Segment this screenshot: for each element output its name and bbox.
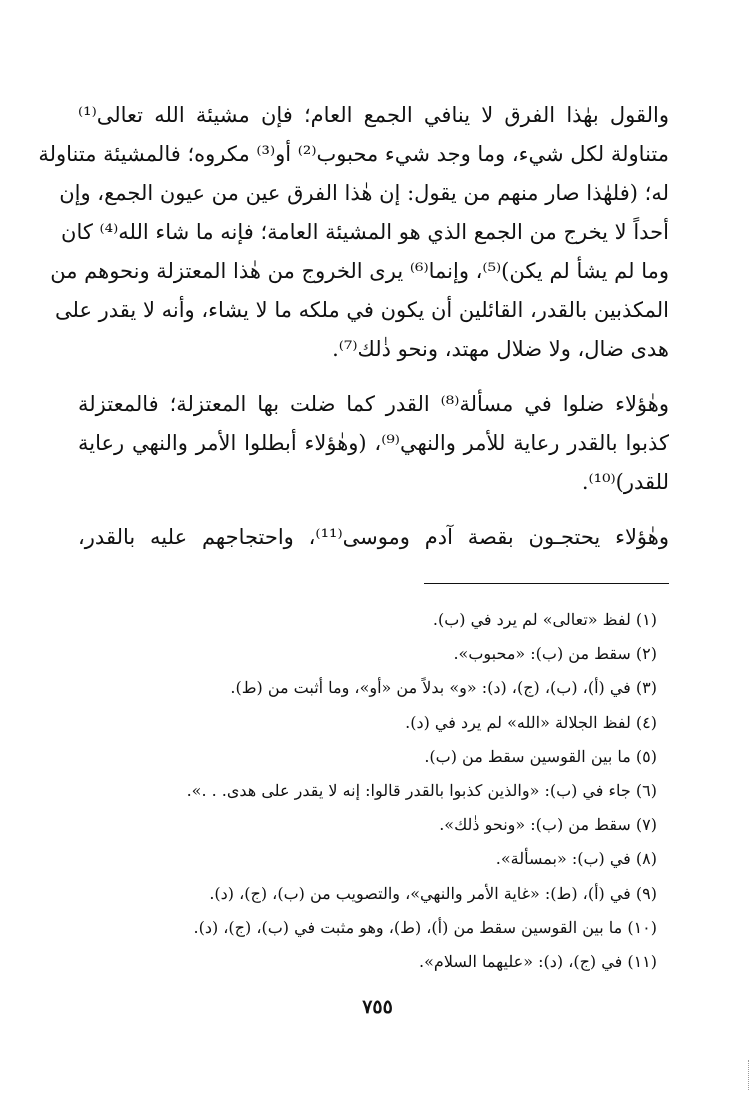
footnote: (٩) في (أ)، (ط): «غاية الأمر والنهي»، والتصويب من (ب)، (ج)، (د). xyxy=(209,883,657,903)
footnote-separator xyxy=(424,583,669,584)
page-number: ٧٥٥ xyxy=(362,996,393,1018)
footnotes xyxy=(100,603,657,979)
text-line: المكذبين بالقدر، القائلين أن يكون في ملكه ما لا يشاء، وأنه لا يقدر على xyxy=(54,298,669,322)
footnote: (١) لفظ «تعالى» لم يرد في (ب). xyxy=(432,610,657,629)
main-text xyxy=(38,96,669,557)
margin-mark xyxy=(747,1060,749,1090)
footnote: (٤) لفظ الجلالة «الله» لم يرد في (د). xyxy=(405,712,657,732)
text-line: وما لم يشأ لم يكن)⁽⁵⁾، وإنما⁽⁶⁾ يرى الخروج من هٰذا المعتزلة ونحوهم من xyxy=(50,259,669,283)
footnote: (٣) في (أ)، (ب)، (ج)، (د): «و» بدلاً من «أو»، وما أثبت من (ط). xyxy=(230,678,657,698)
paragraph-gap xyxy=(78,369,669,385)
text-line: والقول بهٰذا الفرق لا ينافي الجمع العام؛ فإن مشيئة الله تعالى⁽¹⁾ xyxy=(78,103,669,127)
footnote: (٧) سقط من (ب): «ونحو ذٰلك». xyxy=(439,815,657,835)
text-line: له؛ (فلهٰذا صار منهم من يقول: إن هٰذا الفرق عين من عيون الجمع، وإن xyxy=(59,181,669,205)
footnote: (٦) جاء في (ب): «والذين كذبوا بالقدر قالوا: إنه لا يقدر على هدى. . .». xyxy=(186,780,657,800)
text-line: وهٰؤلاء ضلوا في مسألة⁽⁸⁾ القدر كما ضلت بها المعتزلة؛ فالمعتزلة xyxy=(78,392,669,416)
footnote: (٥) ما بين القوسين سقط من (ب). xyxy=(424,746,657,766)
text-line: للقدر)⁽¹⁰⁾. xyxy=(581,470,669,494)
text-line: وهٰؤلاء يحتجـون بقصة آدم وموسى⁽¹¹⁾، واحتجاجهم عليه بالقدر، xyxy=(78,525,669,549)
text-line: كذبوا بالقدر رعاية للأمر والنهي⁽⁹⁾، (وهٰؤلاء أبطلوا الأمر والنهي رعاية xyxy=(78,431,669,455)
footnote: (٢) سقط من (ب): «محبوب». xyxy=(453,644,657,664)
paragraph-gap xyxy=(78,502,669,518)
footnote: (٨) في (ب): «بمسألة». xyxy=(495,849,657,869)
footnote: (١١) في (ج)، (د): «عليهما السلام». xyxy=(419,951,657,971)
text-line: هدى ضال، ولا ضلال مهتد، ونحو ذٰلك⁽⁷⁾. xyxy=(332,337,669,361)
text-line: متناولة لكل شيء، وما وجد شيء محبوب⁽²⁾ أو⁽³⁾ مكروه؛ فالمشيئة متناولة xyxy=(38,142,669,166)
footnote: (١٠) ما بين القوسين سقط من (أ)، (ط)، وهو مثبت في (ب)، (ج)، (د). xyxy=(193,917,657,937)
text-line: أحداً لا يخرج من الجمع الذي هو المشيئة العامة؛ فإنه ما شاء الله⁽⁴⁾ كان xyxy=(61,220,669,244)
